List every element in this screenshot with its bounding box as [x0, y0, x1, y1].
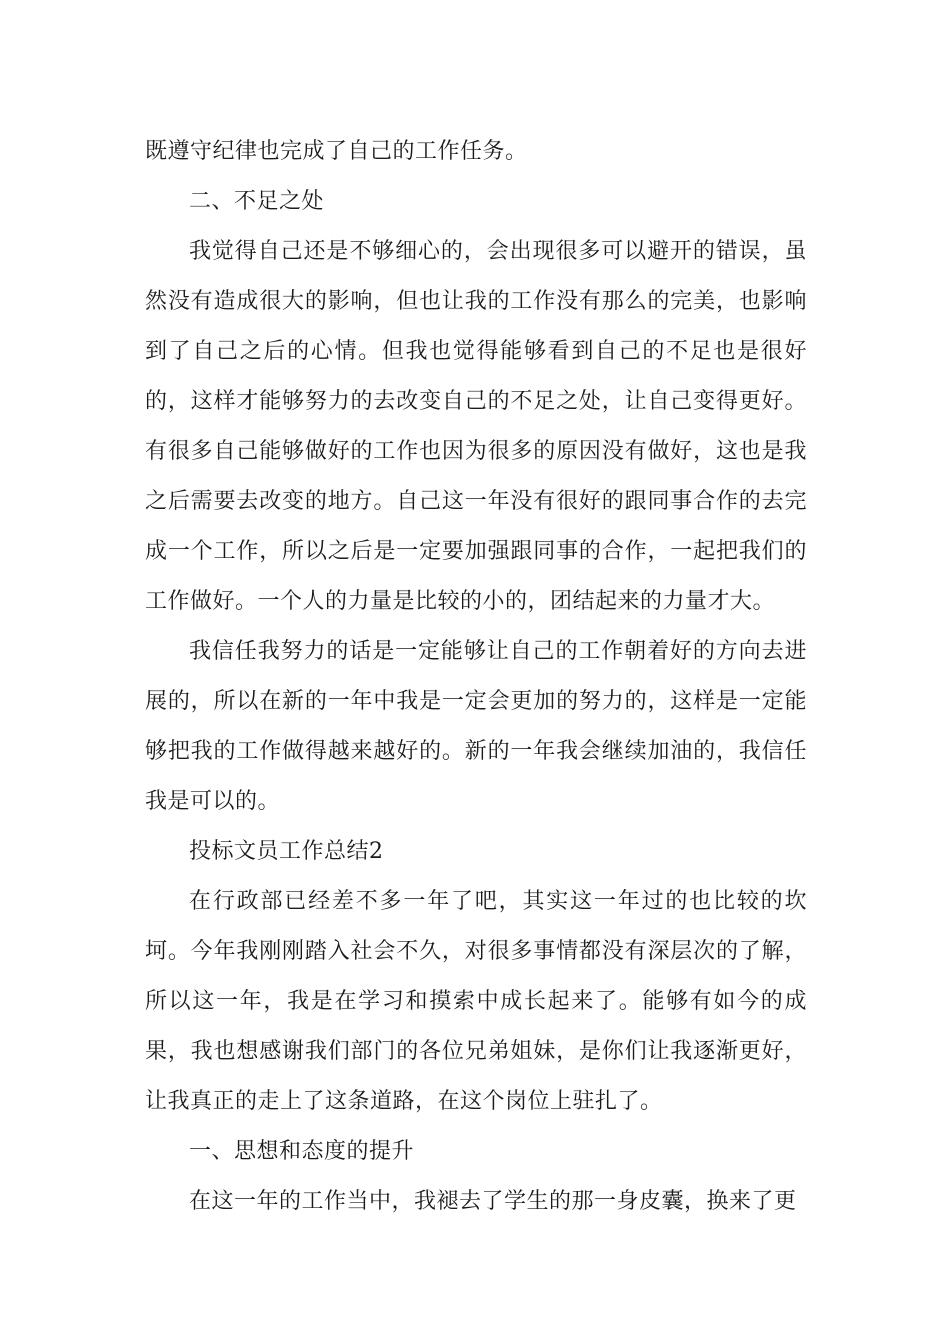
paragraph-continued: 既遵守纪律也完成了自己的工作任务。 [145, 139, 528, 164]
document-subtitle: 投标文员工作总结2 [189, 839, 384, 864]
document-body [145, 127, 807, 1227]
section-heading-attitude: 一、思想和态度的提升 [189, 1139, 415, 1164]
paragraph-confidence: 我信任我努力的话是一定能够让自己的工作朝着好的方向去进展的，所以在新的一年中我是一定会更加的努力的，这样是一定能够把我的工作做得越来越好的。新的一年我会继续加油的，我信任我是可以的。 [145, 639, 807, 814]
paragraph-shortcomings: 我觉得自己还是不够细心的，会出现很多可以避开的错误，虽然没有造成很大的影响，但也让我的工作没有那么的完美，也影响到了自己之后的心情。但我也觉得能够看到自己的不足也是很好的，这样才能够努力的去改变自己的不足之处，让自己变得更好。有很多自己能够做好的工作也因为很多的原因没有做好，这也是我之后需要去改变的地方。自己这一年没有很好的跟同事合作的去完成一个工作，所以之后是一定要加强跟同事的合作，一起把我们的工作做好。一个人的力量是比较的小的，团结起来的力量才大。 [145, 239, 807, 614]
section-heading-shortcomings: 二、不足之处 [189, 189, 325, 214]
paragraph-attitude: 在这一年的工作当中，我褪去了学生的那一身皮囊，换来了更 [189, 1189, 797, 1214]
paragraph-intro: 在行政部已经差不多一年了吧，其实这一年过的也比较的坎坷。今年我刚刚踏入社会不久，对很多事情都没有深层次的了解，所以这一年，我是在学习和摸索中成长起来了。能够有如今的成果，我也想感谢我们部门的各位兄弟姐妹，是你们让我逐渐更好，让我真正的走上了这条道路，在这个岗位上驻扎了。 [145, 889, 807, 1114]
